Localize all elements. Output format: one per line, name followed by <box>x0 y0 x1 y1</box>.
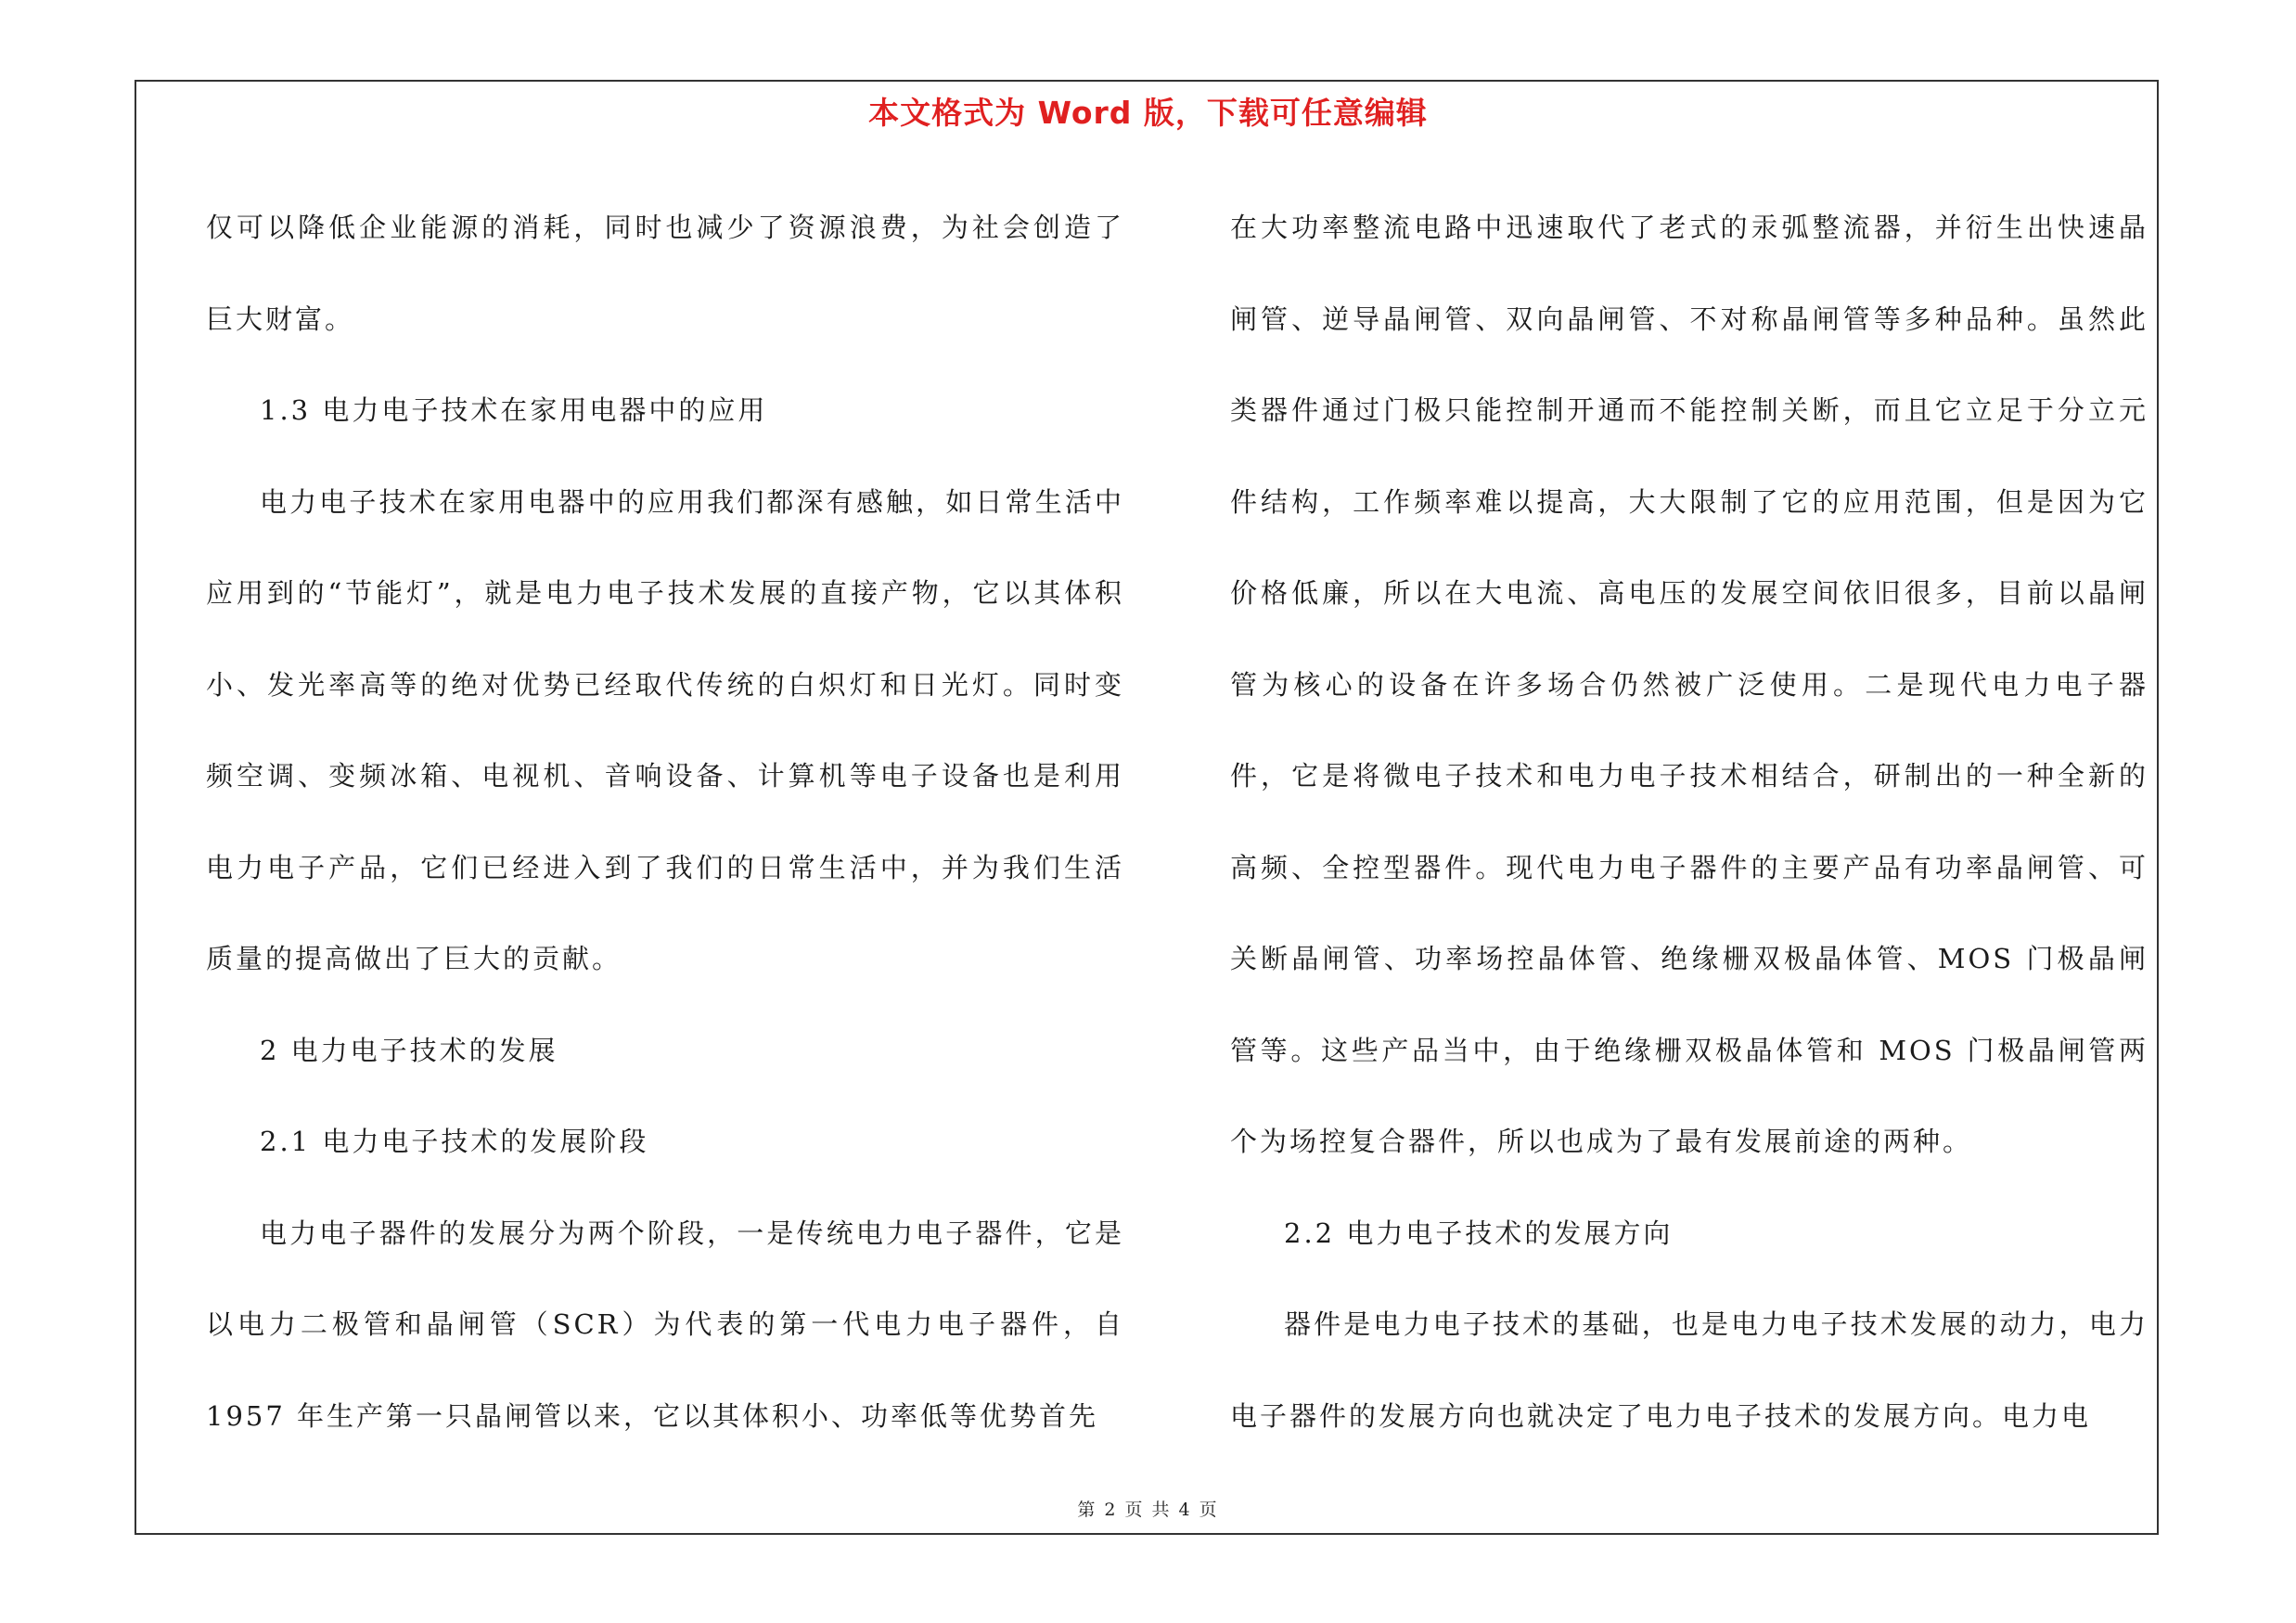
paragraph: 仅可以降低企业能源的消耗，同时也减少了资源浪费，为社会创造了巨大财富。 <box>206 212 1124 335</box>
paragraph: 电力电子技术在家用电器中的应用我们都深有感触，如日常生活中应用到的“节能灯”，就是电力电子技术发展的直接产物，它以其体积小、发光率高等的绝对优势已经取代传统的白炽灯和日光灯。同时变频空调、变频冰箱、电视机、音响设备、计算机等电子设备也是利用电力电子产品，它们已经进入到了我们的日常生活中，并为我们生活质量的提高做出了巨大的贡献。 <box>206 485 1124 974</box>
section-heading: 1.3 电力电子技术在家用电器中的应用 <box>260 394 768 426</box>
right-column <box>1230 182 2148 1462</box>
format-banner: 本文格式为 Word 版，下载可任意编辑 <box>868 95 1428 131</box>
section-heading: 2 电力电子技术的发展 <box>260 1034 558 1066</box>
left-column <box>206 182 1124 1462</box>
paragraph: 器件是电力电子技术的基础，也是电力电子技术发展的动力，电力电子器件的发展方向也就决定了电力电子技术的发展方向。电力电 <box>1230 1308 2148 1432</box>
section-heading: 2.1 电力电子技术的发展阶段 <box>260 1126 649 1157</box>
page-number-footer: 第 2 页 共 4 页 <box>1077 1500 1219 1520</box>
section-heading: 2.2 电力电子技术的发展方向 <box>1284 1217 1674 1249</box>
paragraph: 电力电子器件的发展分为两个阶段，一是传统电力电子器件，它是以电力二极管和晶闸管（SCR）为代表的第一代电力电子器件，自 1957 年生产第一只晶闸管以来，它以其体积小、功率低等优势首先 <box>206 1217 1124 1432</box>
paragraph: 在大功率整流电路中迅速取代了老式的汞弧整流器，并衍生出快速晶闸管、逆导晶闸管、双向晶闸管、不对称晶闸管等多种品种。虽然此类器件通过门极只能控制开通而不能控制关断，而且它立足于分立元件结构，工作频率难以提高，大大限制了它的应用范围，但是因为它价格低廉，所以在大电流、高电压的发展空间依旧很多，目前以晶闸管为核心的设备在许多场合仍然被广泛使用。二是现代电力电子器件，它是将微电子技术和电力电子技术相结合，研制出的一种全新的高频、全控型器件。现代电力电子器件的主要产品有功率晶闸管、可关断晶闸管、功率场控晶体管、绝缘栅双极晶体管、MOS 门极晶闸管等。这些产品当中，由于绝缘栅双极晶体管和 MOS 门极晶闸管两个为场控复合器件，所以也成为了最有发展前途的两种。 <box>1230 212 2148 1157</box>
